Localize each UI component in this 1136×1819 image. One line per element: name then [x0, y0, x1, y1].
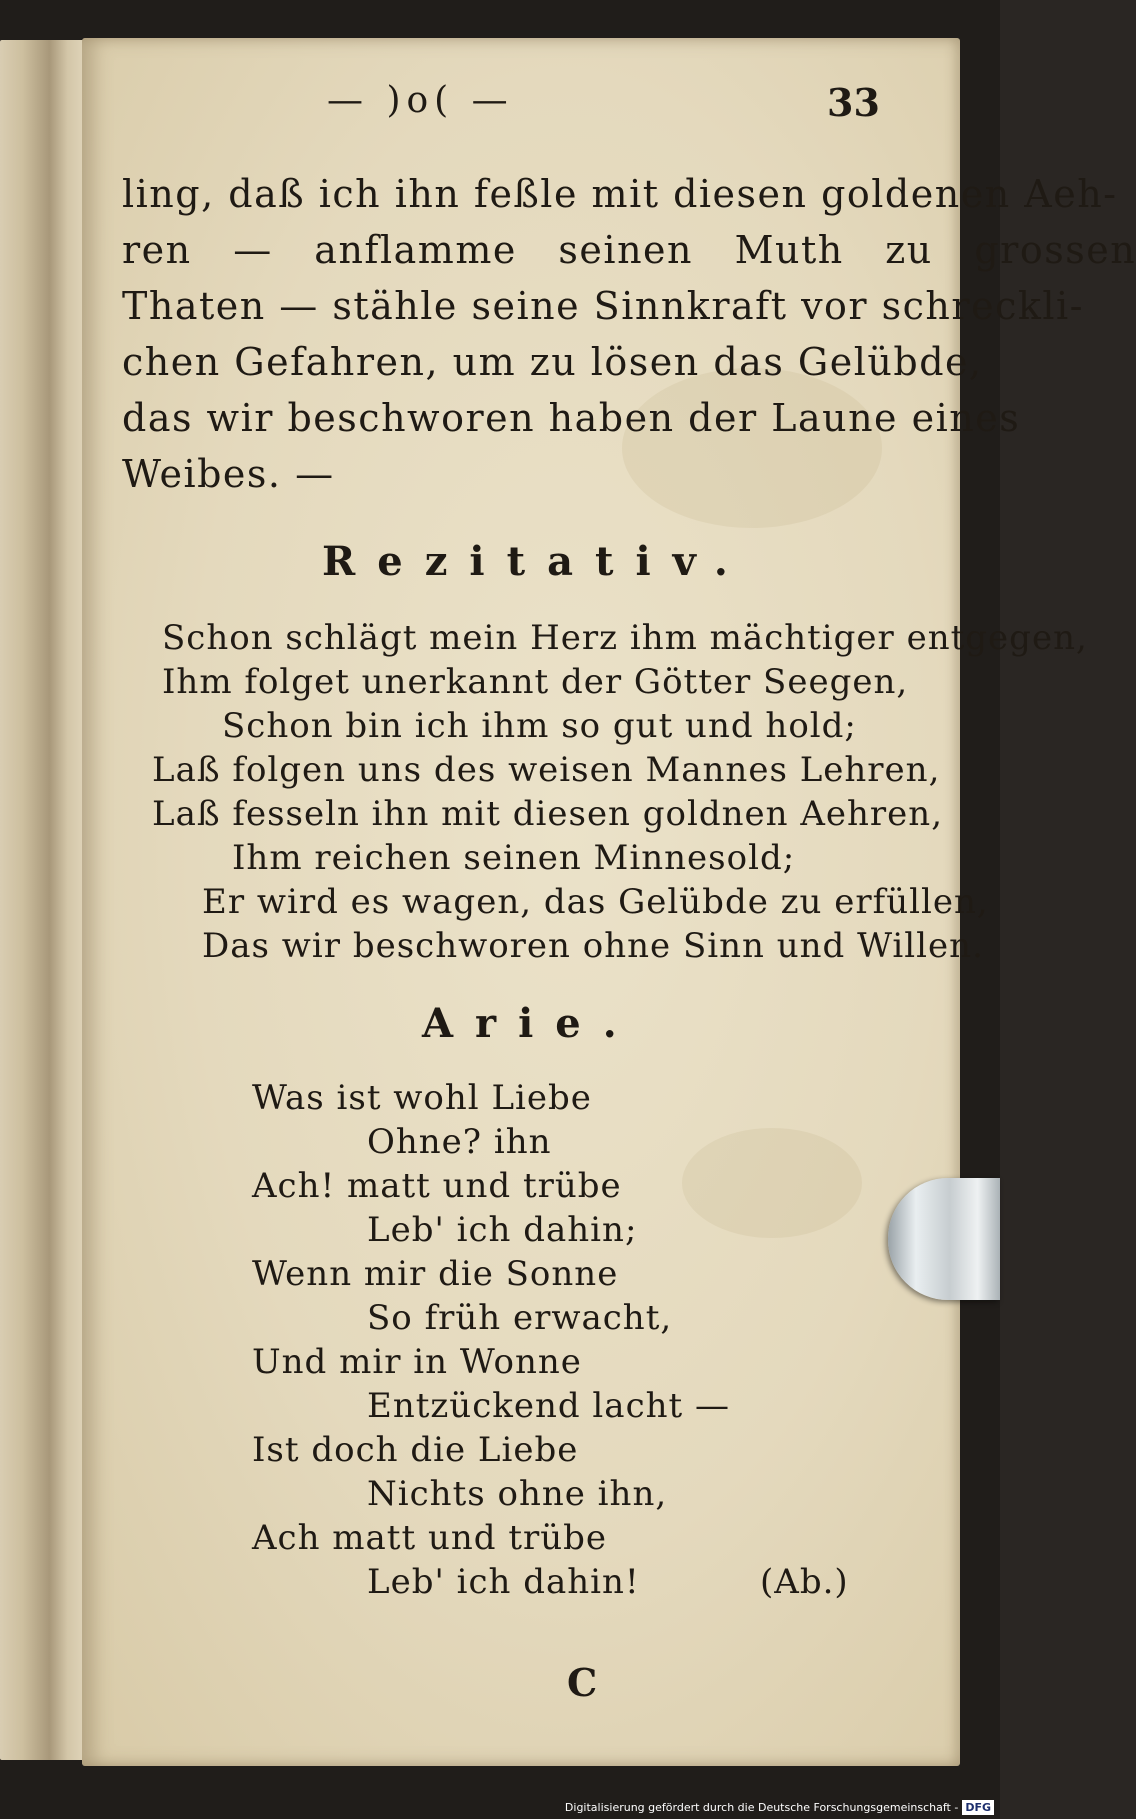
book-page: [82, 38, 1136, 1766]
prose-line: chen Gefahren, um zu lösen das Gelübde,: [122, 340, 983, 384]
recitative-heading: Rezitativ.: [322, 538, 750, 585]
aria-line: Ach matt und trübe: [252, 1518, 608, 1558]
page-clip: [888, 1178, 1000, 1300]
aria-heading: Arie.: [422, 1000, 639, 1047]
aria-line: Ach! matt und trübe: [252, 1166, 622, 1206]
prose-line: ren — anflamme seinen Muth zu grossen: [122, 228, 1136, 272]
prose-line: Weibes. —: [122, 452, 335, 496]
digitization-footer: [565, 1799, 994, 1817]
recitative-line: Das wir beschworen ohne Sinn und Willen.: [202, 926, 984, 966]
aria-line: Ist doch die Liebe: [252, 1430, 579, 1470]
aria-line: Wenn mir die Sonne: [252, 1254, 619, 1294]
paper-stain: [682, 1128, 862, 1238]
prose-line: ling, daß ich ihn feßle mit diesen goldenen Aeh-: [122, 172, 1118, 216]
recitative-line: Ihm folget unerkannt der Götter Seegen,: [162, 662, 909, 702]
aria-line: Und mir in Wonne: [252, 1342, 582, 1382]
aria-line: Was ist wohl Liebe: [252, 1078, 592, 1118]
prose-line: das wir beschworen haben der Laune eines: [122, 396, 1021, 440]
aria-line: Entzückend lacht —: [367, 1386, 730, 1426]
aria-line: Ohne? ihn: [367, 1122, 552, 1162]
aria-line: Leb' ich dahin!: [367, 1562, 640, 1602]
aria-line: Nichts ohne ihn,: [367, 1474, 668, 1514]
paper-stain: [622, 368, 882, 528]
aria-line: Leb' ich dahin;: [367, 1210, 638, 1250]
aria-line: So früh erwacht,: [367, 1298, 673, 1338]
recitative-line: Laß fesseln ihn mit diesen goldnen Aehren,: [152, 794, 944, 834]
left-page-edge: [0, 40, 90, 1760]
stage-direction: (Ab.): [760, 1562, 849, 1602]
signature-mark: C: [567, 1660, 598, 1705]
recitative-line: Schon schlägt mein Herz ihm mächtiger entgegen,: [162, 618, 1088, 658]
footer-credit: Digitalisierung gefördert durch die Deutsche Forschungsgemeinschaft -: [564, 1801, 959, 1814]
page-number: 33: [827, 80, 880, 125]
dfg-logo: DFG: [962, 1800, 994, 1815]
recitative-line: Schon bin ich ihm so gut und hold;: [222, 706, 857, 746]
recitative-line: Laß folgen uns des weisen Mannes Lehren,: [152, 750, 941, 790]
prose-line: Thaten — stähle seine Sinnkraft vor schreckli-: [122, 284, 1085, 328]
recitative-line: Ihm reichen seinen Minnesold;: [232, 838, 796, 878]
header-ornament: — )o( —: [327, 80, 514, 121]
recitative-line: Er wird es wagen, das Gelübde zu erfüllen,: [202, 882, 989, 922]
